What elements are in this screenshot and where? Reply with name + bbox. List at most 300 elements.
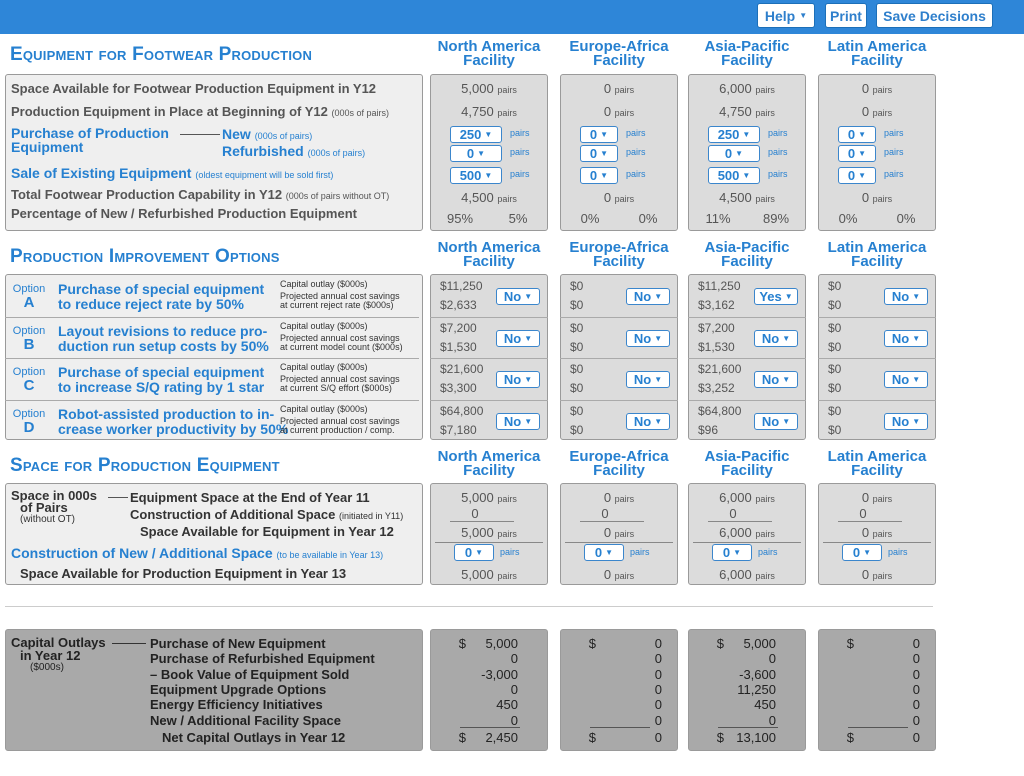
available-y13-label: Space Available for Production Equipment in Year 13 bbox=[20, 566, 347, 581]
facility-word: Facility bbox=[721, 253, 773, 270]
equipment-section-title: Equipment for Footwear Production bbox=[10, 44, 313, 65]
option-divider bbox=[5, 317, 419, 318]
select-value: No bbox=[633, 330, 652, 346]
unit: pairs bbox=[497, 529, 517, 539]
cost-savings-value: $0 bbox=[570, 298, 584, 312]
value: 5,000 bbox=[461, 490, 494, 505]
refurb-equipment-select[interactable] bbox=[708, 145, 760, 162]
capital-outlay-label: Capital outlay ($000s) bbox=[280, 279, 368, 289]
value: 0 bbox=[861, 525, 870, 540]
value: 0 bbox=[861, 190, 870, 205]
capital-value: 0 bbox=[654, 730, 662, 745]
region-header bbox=[560, 40, 678, 68]
sum-line bbox=[718, 727, 778, 728]
select-value: 0 bbox=[852, 545, 861, 560]
option-word: Option bbox=[12, 324, 46, 337]
capital-outlay-label: Capital outlay ($000s) bbox=[280, 320, 368, 331]
savings-label: Projected annual cost savings bbox=[280, 415, 400, 426]
capital-outlay-value: $0 bbox=[828, 279, 842, 293]
facility-word: Facility bbox=[463, 462, 515, 479]
value: 0 bbox=[603, 190, 612, 205]
sum-line bbox=[460, 727, 520, 728]
unit-label: pairs bbox=[884, 169, 904, 179]
unit: pairs bbox=[614, 571, 635, 581]
capability-value bbox=[560, 190, 678, 205]
refurb-equipment-select[interactable] bbox=[450, 145, 502, 162]
pct-new-value: 11% bbox=[705, 211, 731, 226]
value: 6,000 bbox=[719, 525, 752, 540]
available-y12-value bbox=[560, 525, 678, 540]
unit-label: pairs bbox=[500, 547, 520, 557]
region-header bbox=[430, 450, 548, 478]
new-note: (000s of pairs) bbox=[254, 131, 313, 141]
cost-savings-value: $3,252 bbox=[698, 381, 735, 395]
facility-word: Facility bbox=[721, 462, 773, 479]
value: 4,750 bbox=[719, 104, 752, 119]
option-word: Option bbox=[12, 283, 46, 295]
capital-item-label: Purchase of Refurbished Equipment bbox=[150, 651, 375, 667]
value: 5,000 bbox=[461, 525, 494, 540]
cost-savings-value: $7,180 bbox=[440, 422, 477, 437]
sum-line bbox=[590, 727, 650, 728]
unit: pairs bbox=[755, 194, 775, 204]
select-value: 0 bbox=[594, 545, 603, 560]
available-y12-value bbox=[430, 525, 548, 540]
capital-outlay-value: $0 bbox=[828, 320, 842, 335]
unit: pairs bbox=[614, 108, 635, 118]
region-name: North America bbox=[437, 448, 541, 465]
in-place-note: (000s of pairs) bbox=[331, 108, 390, 118]
capital-value: 0 bbox=[510, 712, 518, 728]
sum-line bbox=[848, 727, 908, 728]
option-title-line2: crease worker productivity by 50% bbox=[58, 420, 289, 437]
unit: pairs bbox=[497, 194, 517, 204]
capital-outlay-label: Capital outlay ($000s) bbox=[280, 362, 368, 372]
select-value: Yes bbox=[759, 289, 782, 304]
capital-item-label: – Book Value of Equipment Sold bbox=[150, 666, 350, 682]
facility-word: Facility bbox=[463, 253, 515, 270]
capital-outlay-value: $0 bbox=[570, 362, 584, 376]
option-select[interactable] bbox=[884, 288, 928, 305]
in-place-value bbox=[688, 104, 806, 119]
space-value bbox=[430, 81, 548, 96]
space-value bbox=[560, 81, 678, 96]
capital-value: 0 bbox=[768, 712, 776, 728]
available-y13-value bbox=[430, 567, 548, 582]
unit-label: pairs bbox=[768, 128, 788, 138]
select-value: 250 bbox=[459, 127, 482, 142]
capital-value: 0 bbox=[654, 712, 662, 728]
option-select[interactable] bbox=[754, 371, 798, 388]
chevron-down-icon: ▼ bbox=[600, 171, 609, 180]
print-button[interactable]: Print bbox=[825, 3, 867, 28]
capital-value: 0 bbox=[510, 651, 518, 667]
new-text: New bbox=[222, 126, 251, 142]
capital-outlay-value: $21,600 bbox=[440, 362, 484, 376]
facility-word: Facility bbox=[463, 52, 515, 69]
region-name: Europe-Africa bbox=[569, 448, 669, 465]
cost-savings-value: $0 bbox=[570, 339, 584, 354]
select-value: No bbox=[761, 372, 780, 387]
unit: pairs bbox=[497, 494, 517, 504]
value: 0 bbox=[861, 104, 870, 119]
option-letter: B bbox=[23, 335, 35, 353]
capital-value: 11,250 bbox=[737, 681, 776, 697]
option-select[interactable] bbox=[496, 371, 540, 388]
unit-label: pairs bbox=[884, 147, 904, 157]
construction-value: 0 bbox=[601, 506, 609, 521]
select-value: No bbox=[633, 372, 652, 387]
capital-outlay-value: $7,200 bbox=[440, 320, 477, 335]
savings-basis-label: at current model count ($000s) bbox=[280, 341, 403, 352]
select-value: 0 bbox=[589, 127, 598, 142]
select-value: 0 bbox=[466, 146, 475, 161]
unit: pairs bbox=[755, 85, 775, 95]
select-value: 0 bbox=[589, 146, 598, 161]
divider bbox=[565, 542, 673, 543]
capital-value: -3,000 bbox=[481, 666, 518, 682]
select-value: 500 bbox=[459, 168, 482, 183]
region-name: Asia-Pacific bbox=[704, 239, 790, 256]
dollar-sign: $ bbox=[846, 636, 854, 651]
chevron-down-icon: ▼ bbox=[654, 375, 663, 384]
sale-equipment-select[interactable] bbox=[450, 167, 502, 184]
chevron-down-icon: ▼ bbox=[733, 548, 742, 557]
dollar-sign: $ bbox=[588, 636, 596, 651]
region-name: Europe-Africa bbox=[569, 38, 669, 55]
select-value: No bbox=[761, 330, 780, 346]
help-label: Help bbox=[764, 7, 796, 24]
facility-word: Facility bbox=[851, 253, 903, 270]
end-y11-value bbox=[818, 490, 936, 505]
region-header bbox=[430, 241, 548, 269]
option-select[interactable] bbox=[626, 371, 670, 388]
new-construction-text: Construction of New / Additional Space bbox=[11, 545, 273, 561]
pct-new-value: 95% bbox=[446, 211, 474, 226]
capital-outlay-value: $11,250 bbox=[440, 279, 483, 293]
chevron-down-icon: ▼ bbox=[799, 11, 808, 20]
capital-outlay-value: $64,800 bbox=[698, 403, 742, 418]
region-header bbox=[560, 241, 678, 269]
chevron-down-icon: ▼ bbox=[912, 333, 921, 343]
unit-label: pairs bbox=[630, 547, 650, 557]
savings-basis-label: at current production / comp. bbox=[280, 424, 395, 435]
option-title-line2: to increase S/Q rating by 1 star bbox=[58, 379, 265, 395]
capital-value: 0 bbox=[510, 681, 518, 697]
savings-label: Projected annual cost savings bbox=[280, 291, 400, 301]
select-value: No bbox=[891, 413, 910, 429]
refurb-text: Refurbished bbox=[222, 143, 304, 159]
option-select[interactable] bbox=[626, 288, 670, 305]
top-toolbar bbox=[0, 0, 1024, 34]
capital-item-label: New / Additional Facility Space bbox=[150, 712, 341, 728]
option-select[interactable] bbox=[884, 330, 928, 347]
chevron-down-icon: ▼ bbox=[524, 333, 533, 343]
row-divider bbox=[688, 358, 806, 359]
capital-value: 0 bbox=[912, 651, 920, 667]
option-select[interactable] bbox=[754, 330, 798, 347]
capital-value: 0 bbox=[654, 697, 662, 713]
chevron-down-icon: ▼ bbox=[858, 149, 867, 158]
space-label-1: Space in 000s bbox=[11, 488, 97, 503]
unit-label: pairs bbox=[510, 169, 530, 179]
region-name: North America bbox=[437, 239, 541, 256]
value: 0 bbox=[603, 525, 612, 540]
region-header bbox=[818, 40, 936, 68]
pct-new-value: 0% bbox=[580, 211, 600, 226]
pct-refurb-value: 0% bbox=[638, 211, 658, 226]
construction-value: 0 bbox=[859, 506, 867, 521]
capability-text: Total Footwear Production Capability in Y12 bbox=[11, 187, 283, 202]
new-space-select[interactable] bbox=[842, 544, 882, 561]
sale-equipment-select[interactable] bbox=[708, 167, 760, 184]
option-select[interactable] bbox=[754, 288, 798, 305]
unit-label: pairs bbox=[768, 169, 788, 179]
value: 0 bbox=[861, 490, 870, 505]
capital-value: 0 bbox=[654, 651, 662, 667]
refurb-equipment-select[interactable] bbox=[838, 145, 876, 162]
region-name: Latin America bbox=[827, 448, 927, 465]
capital-label-2: in Year 12 bbox=[20, 648, 81, 663]
region-name: North America bbox=[437, 38, 541, 55]
region-header bbox=[688, 40, 806, 68]
value: 4,500 bbox=[461, 190, 494, 205]
refurb-label bbox=[222, 143, 365, 159]
chevron-down-icon: ▼ bbox=[600, 149, 609, 158]
in-place-value bbox=[430, 104, 548, 119]
unit: pairs bbox=[614, 529, 635, 539]
capital-outlay-value: $0 bbox=[570, 320, 584, 335]
sale-equipment-select[interactable] bbox=[580, 167, 618, 184]
select-value: No bbox=[503, 413, 522, 429]
construction-text: Construction of Additional Space bbox=[130, 507, 336, 522]
capital-outlay-value: $0 bbox=[570, 403, 584, 418]
savings-basis-label: at current reject rate ($000s) bbox=[280, 300, 394, 310]
equipment-values-panel bbox=[560, 74, 678, 231]
unit-label: pairs bbox=[626, 147, 646, 157]
select-value: No bbox=[503, 289, 522, 304]
row-divider bbox=[430, 400, 548, 401]
facility-word: Facility bbox=[851, 52, 903, 69]
select-value: No bbox=[891, 372, 910, 387]
capital-value: 0 bbox=[912, 712, 920, 728]
value: 0 bbox=[603, 490, 612, 505]
option-select[interactable] bbox=[884, 371, 928, 388]
select-value: No bbox=[633, 413, 652, 429]
savings-label: Projected annual cost savings bbox=[280, 332, 400, 343]
end-y11-label: Equipment Space at the End of Year 11 bbox=[130, 490, 370, 505]
capital-value: 0 bbox=[912, 636, 920, 651]
chevron-down-icon: ▼ bbox=[735, 149, 744, 158]
capital-outlay-value: $11,250 bbox=[698, 279, 741, 293]
unit: pairs bbox=[872, 85, 893, 95]
section-divider bbox=[5, 606, 933, 607]
option-title-line1: Robot-assisted production to in- bbox=[58, 405, 275, 422]
new-space-select[interactable] bbox=[584, 544, 624, 561]
row-divider bbox=[688, 317, 806, 318]
unit: pairs bbox=[755, 529, 775, 539]
chevron-down-icon: ▼ bbox=[654, 333, 663, 343]
end-y11-value bbox=[430, 490, 548, 505]
facility-word: Facility bbox=[721, 52, 773, 69]
pct-refurb-value: 5% bbox=[508, 211, 528, 226]
capital-outlay-value: $21,600 bbox=[698, 362, 742, 376]
connector-line bbox=[180, 134, 220, 135]
capital-item-label: Energy Efficiency Initiatives bbox=[150, 697, 323, 713]
space-value bbox=[818, 81, 936, 96]
cost-savings-value: $3,300 bbox=[440, 381, 477, 395]
option-title-line2: to reduce reject rate by 50% bbox=[58, 296, 244, 312]
space-section-title: Space for Production Equipment bbox=[10, 455, 280, 476]
cost-savings-value: $0 bbox=[570, 422, 584, 437]
available-y13-value bbox=[560, 567, 678, 582]
unit-label: pairs bbox=[510, 128, 530, 138]
capital-value: 450 bbox=[496, 697, 518, 713]
savings-label: Projected annual cost savings bbox=[280, 374, 400, 384]
unit: pairs bbox=[872, 108, 893, 118]
select-value: 0 bbox=[464, 545, 473, 560]
pct-new-value: 0% bbox=[838, 211, 858, 226]
chevron-down-icon: ▼ bbox=[912, 292, 921, 301]
sale-text: Sale of Existing Equipment bbox=[11, 165, 192, 181]
facility-word: Facility bbox=[593, 52, 645, 69]
save-decisions-button[interactable]: Save Decisions bbox=[876, 3, 993, 28]
dollar-sign: $ bbox=[716, 636, 724, 651]
unit: pairs bbox=[497, 571, 517, 581]
row-divider bbox=[430, 317, 548, 318]
capital-label-1: Capital Outlays bbox=[11, 635, 106, 650]
net-capital-label: Net Capital Outlays in Year 12 bbox=[162, 730, 346, 745]
select-value: 0 bbox=[722, 545, 731, 560]
row-divider bbox=[560, 358, 678, 359]
option-select[interactable] bbox=[626, 330, 670, 347]
option-letter-block bbox=[10, 282, 48, 311]
space-label-2: of Pairs bbox=[20, 500, 68, 515]
select-value: No bbox=[891, 330, 910, 346]
cost-savings-value: $0 bbox=[828, 339, 842, 354]
option-select[interactable] bbox=[496, 288, 540, 305]
chevron-down-icon: ▼ bbox=[475, 548, 484, 557]
select-value: 0 bbox=[847, 168, 856, 183]
capital-outlay-value: $0 bbox=[570, 279, 584, 293]
refurb-note: (000s of pairs) bbox=[307, 148, 366, 158]
region-header bbox=[560, 450, 678, 478]
chevron-down-icon: ▼ bbox=[484, 171, 493, 180]
help-button[interactable] bbox=[757, 3, 815, 28]
unit: pairs bbox=[872, 571, 893, 581]
new-space-select[interactable] bbox=[712, 544, 752, 561]
unit: pairs bbox=[872, 194, 893, 204]
capital-outlay-value: $0 bbox=[828, 362, 842, 376]
chevron-down-icon: ▼ bbox=[484, 130, 493, 139]
divider bbox=[435, 542, 543, 543]
capital-value: 0 bbox=[654, 681, 662, 697]
chevron-down-icon: ▼ bbox=[858, 171, 867, 180]
unit: pairs bbox=[614, 494, 635, 504]
available-y12-label: Space Available for Equipment in Year 12 bbox=[140, 524, 394, 539]
available-y12-value bbox=[818, 525, 936, 540]
unit: pairs bbox=[755, 494, 775, 504]
row-divider bbox=[560, 317, 678, 318]
dollar-sign: $ bbox=[588, 730, 596, 745]
value: 0 bbox=[861, 81, 870, 96]
new-space-select[interactable] bbox=[454, 544, 494, 561]
cost-savings-value: $2,633 bbox=[440, 298, 477, 312]
option-letter-block bbox=[10, 407, 48, 436]
region-name: Europe-Africa bbox=[569, 239, 669, 256]
connector-line bbox=[112, 643, 146, 644]
capital-item-label: Equipment Upgrade Options bbox=[150, 681, 327, 697]
in-place-text: Production Equipment in Place at Beginning of Y12 bbox=[11, 104, 328, 119]
select-value: No bbox=[891, 289, 910, 304]
unit: pairs bbox=[614, 85, 635, 95]
row-divider bbox=[430, 358, 548, 359]
in-place-value bbox=[560, 104, 678, 119]
dollar-sign: $ bbox=[458, 730, 466, 745]
row-divider bbox=[818, 400, 936, 401]
option-title-line2: duction run setup costs by 50% bbox=[58, 337, 269, 354]
chevron-down-icon: ▼ bbox=[524, 416, 533, 426]
value: 6,000 bbox=[719, 81, 752, 96]
option-letter-block bbox=[10, 324, 48, 353]
cost-savings-value: $1,530 bbox=[440, 339, 477, 354]
chevron-down-icon: ▼ bbox=[524, 292, 533, 301]
unit-label: pairs bbox=[768, 147, 788, 157]
capital-outlay-value: $64,800 bbox=[440, 403, 484, 418]
new-equipment-select[interactable] bbox=[450, 126, 502, 143]
chevron-down-icon: ▼ bbox=[782, 375, 791, 384]
end-y11-value bbox=[560, 490, 678, 505]
savings-basis-label: at current S/Q effort ($000s) bbox=[280, 383, 392, 393]
option-letter: D bbox=[23, 418, 35, 436]
end-y11-value bbox=[688, 490, 806, 505]
connector-line bbox=[108, 497, 128, 498]
option-select[interactable] bbox=[496, 330, 540, 347]
option-select[interactable] bbox=[884, 413, 928, 430]
unit: pairs bbox=[497, 85, 517, 95]
sale-equipment-select[interactable] bbox=[838, 167, 876, 184]
sale-note: (oldest equipment will be sold first) bbox=[195, 170, 334, 180]
unit-label: pairs bbox=[626, 128, 646, 138]
capital-value: 0 bbox=[654, 636, 662, 651]
divider bbox=[693, 542, 801, 543]
option-select[interactable] bbox=[496, 413, 540, 430]
new-equipment-select[interactable] bbox=[838, 126, 876, 143]
refurb-equipment-select[interactable] bbox=[580, 145, 618, 162]
capability-value bbox=[818, 190, 936, 205]
capital-value: 0 bbox=[912, 666, 920, 682]
select-value: 500 bbox=[717, 168, 740, 183]
option-select[interactable] bbox=[754, 413, 798, 430]
space-available-label: Space Available for Footwear Production Equipment in Y12 bbox=[11, 81, 377, 96]
unit: pairs bbox=[872, 529, 893, 539]
capital-value: 0 bbox=[768, 651, 776, 667]
cost-savings-value: $0 bbox=[828, 381, 842, 395]
chevron-down-icon: ▼ bbox=[782, 333, 791, 343]
dollar-sign: $ bbox=[716, 730, 724, 745]
capital-item-label: Purchase of New Equipment bbox=[150, 636, 326, 651]
select-value: No bbox=[633, 289, 652, 304]
new-equipment-select[interactable] bbox=[580, 126, 618, 143]
select-value: No bbox=[761, 413, 780, 429]
region-name: Latin America bbox=[827, 38, 927, 55]
unit: pairs bbox=[497, 108, 517, 118]
option-word: Option bbox=[12, 366, 46, 378]
value: 6,000 bbox=[719, 490, 752, 505]
chevron-down-icon: ▼ bbox=[600, 130, 609, 139]
new-equipment-select[interactable] bbox=[708, 126, 760, 143]
option-select[interactable] bbox=[626, 413, 670, 430]
